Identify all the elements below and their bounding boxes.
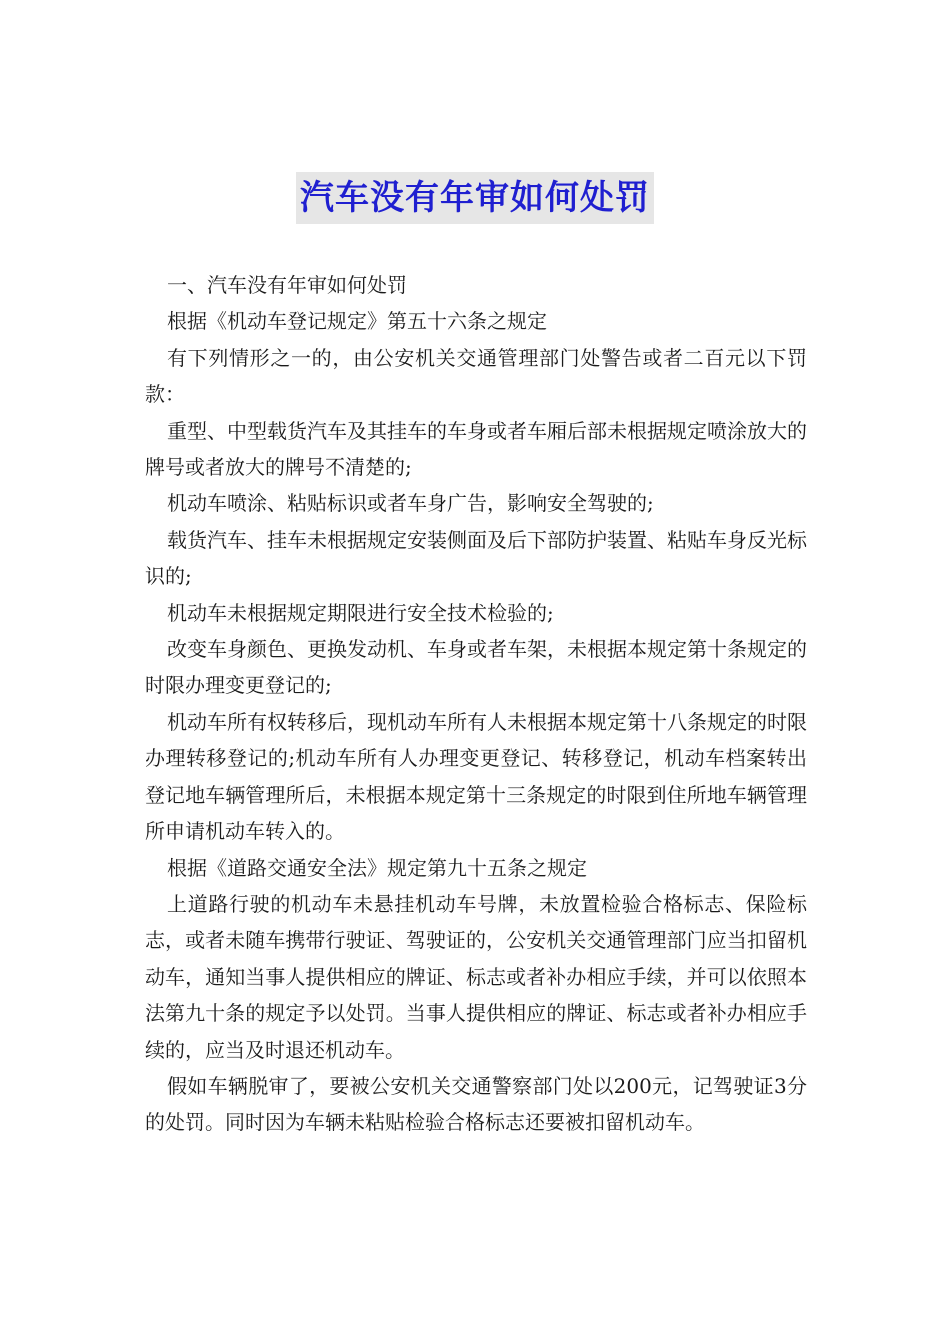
paragraph: 重型、中型载货汽车及其挂车的车身或者车厢后部未根据规定喷涂放大的牌号或者放大的牌号不清楚的; xyxy=(145,418,807,480)
title-container xyxy=(0,172,950,224)
section-heading: 一、汽车没有年审如何处罚 xyxy=(167,273,407,297)
paragraph: 机动车未根据规定期限进行安全技术检验的; xyxy=(167,600,554,625)
document-body xyxy=(145,267,807,1141)
paragraph: 假如车辆脱审了，要被公安机关交通警察部门处以200元，记驾驶证3分的处罚。同时因为车辆未粘贴检验合格标志还要被扣留机动车。 xyxy=(145,1073,807,1135)
paragraph: 根据《机动车登记规定》第五十六条之规定 xyxy=(167,309,547,334)
document-title: 汽车没有年审如何处罚 xyxy=(296,172,654,224)
paragraph: 根据《道路交通安全法》规定第九十五条之规定 xyxy=(167,855,587,880)
paragraph: 机动车所有权转移后，现机动车所有人未根据本规定第十八条规定的时限办理转移登记的;机动车所有人办理变更登记、转移登记，机动车档案转出登记地车辆管理所后，未根据本规定第十三条规定的时限到住所地车辆管理所申请机动车转入的。 xyxy=(145,709,807,844)
paragraph: 改变车身颜色、更换发动机、车身或者车架，未根据本规定第十条规定的时限办理变更登记的; xyxy=(145,637,807,698)
paragraph: 载货汽车、挂车未根据规定安装侧面及后下部防护装置、粘贴车身反光标识的; xyxy=(145,527,807,589)
paragraph: 上道路行驶的机动车未悬挂机动车号牌，未放置检验合格标志、保险标志，或者未随车携带行驶证、驾驶证的，公安机关交通管理部门应当扣留机动车，通知当事人提供相应的牌证、标志或者补办相应手续，并可以依照本法第九十条的规定予以处罚。当事人提供相应的牌证、标志或者补办相应手续的，应当及时退还机动车。 xyxy=(145,891,807,1062)
paragraph: 有下列情形之一的，由公安机关交通管理部门处警告或者二百元以下罚款： xyxy=(145,345,807,407)
paragraph: 机动车喷涂、粘贴标识或者车身广告，影响安全驾驶的; xyxy=(167,491,654,516)
